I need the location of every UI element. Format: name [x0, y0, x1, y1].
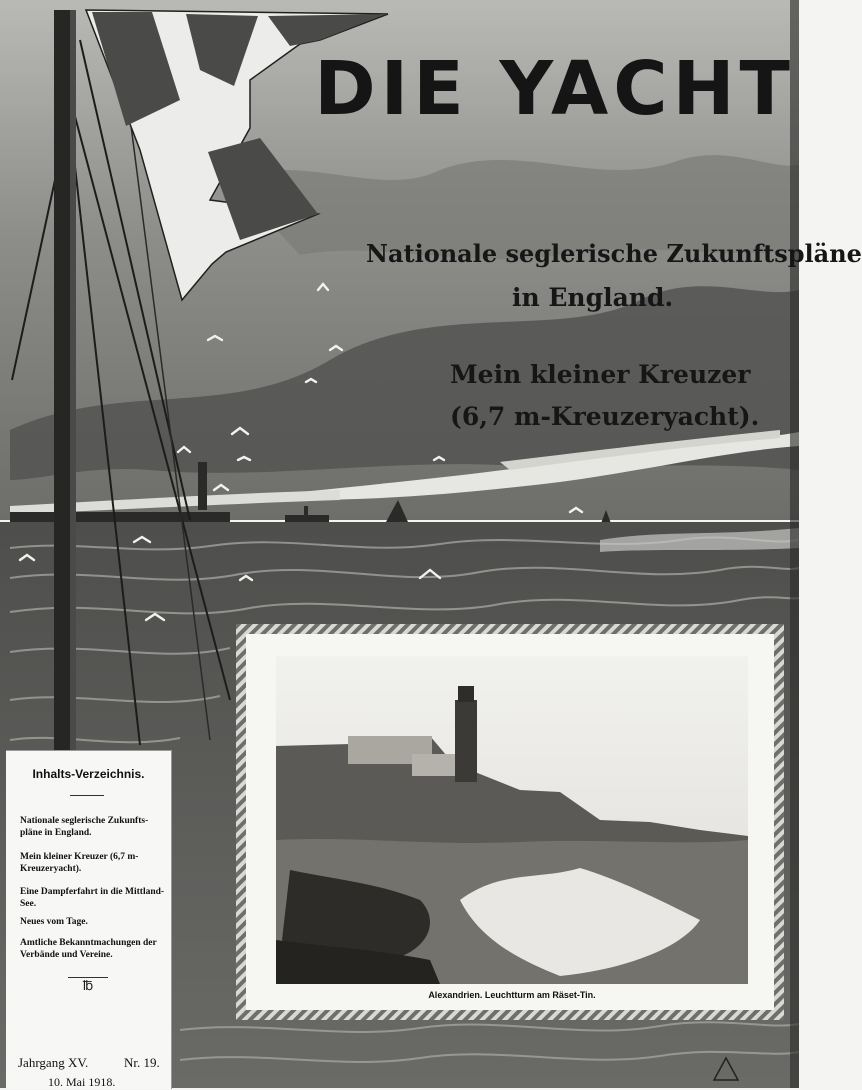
toc-item: Neues vom Tage. [20, 917, 88, 927]
toc-item: Amtliche Bekanntmachungen der Verbände und Vereine. [20, 938, 157, 960]
photo-caption: Alexandrien. Leuchtturm am Räset-Tin. [428, 990, 596, 1000]
issue-number: Nr. 19. [124, 1055, 160, 1070]
headline-article-2-line-2: (6,7 m-Kreuzeryacht). [450, 402, 760, 431]
photo-lighthouse [455, 700, 477, 782]
toc-title: Inhalts-Verzeichnis. [32, 767, 145, 781]
toc-ornament: ℔ [82, 979, 94, 994]
issue-volume: Jahrgang XV. [18, 1055, 89, 1070]
issue-date: 10. Mai 1918. [48, 1075, 116, 1089]
steamer [285, 515, 329, 522]
toc-divider [68, 977, 108, 978]
toc-item: Nationale seglerische Zukunfts-pläne in England. [20, 816, 149, 838]
distant-lighthouse [198, 462, 207, 510]
toc-item: Mein kleiner Kreuzer (6,7 m-Kreuzeryacht). [20, 852, 139, 874]
masthead-title: DIE YACHT [314, 46, 795, 132]
headline-article-2-line-1: Mein kleiner Kreuzer [450, 360, 751, 389]
headline-article-1-line-2: in England. [512, 283, 674, 312]
table-of-contents [6, 750, 172, 1089]
toc-divider [70, 795, 104, 796]
toc-item: Eine Dampferfahrt in die Mittland-See. [20, 887, 165, 909]
headline-article-1-line-1: Nationale seglerische Zukunftspläne [366, 239, 862, 268]
